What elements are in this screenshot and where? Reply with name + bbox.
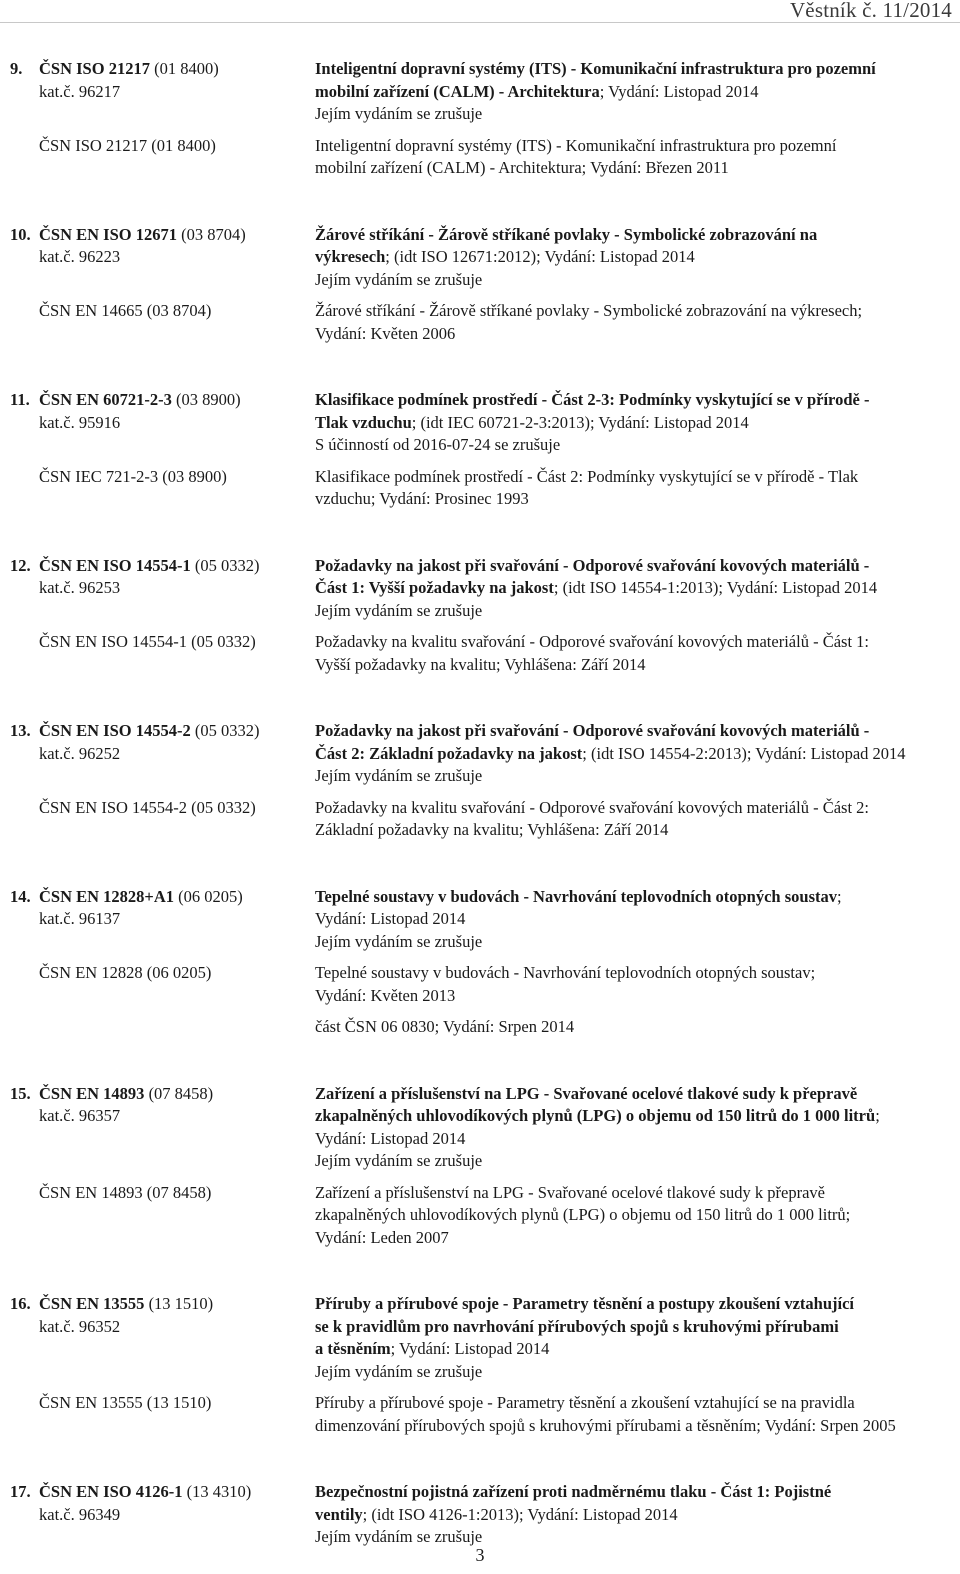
new-title: Část 1: Vyšší požadavky na jakost — [315, 578, 554, 597]
standard-designation: ČSN EN ISO 14554-1 — [39, 555, 191, 575]
new-title: Část 2: Základní požadavky na jakost — [315, 743, 583, 763]
standard-entry — [0, 1083, 960, 1250]
replaced-title-line: Inteligentní dopravní systémy (ITS) - Komunikační infrastruktura pro pozemní — [315, 135, 837, 155]
standard-entry — [0, 555, 960, 677]
replaced-standard-code: ČSN EN ISO 14554-2 (05 0332) — [39, 797, 256, 817]
replacement-note: Jejím vydáním se zrušuje — [315, 600, 483, 620]
standard-code — [0, 389, 315, 412]
replaced-title-line: Zařízení a příslušenství na LPG - Svařované ocelové tlakové sudy k přepravě — [315, 1182, 825, 1202]
standard-designation: ČSN EN ISO 4126-1 — [39, 1482, 183, 1501]
replaced-title-line: vzduchu; Vydání: Prosinec 1993 — [315, 489, 529, 508]
catalog-number: kat.č. 96217 — [39, 81, 121, 101]
replacement-note: Jejím vydáním se zrušuje — [315, 1527, 483, 1546]
entry-number: 10. — [10, 224, 31, 244]
new-title-details: ; (idt ISO 14554-2:2013); Vydání: Listopad 2014 — [582, 743, 906, 763]
replaced-standard-code: ČSN EN 14893 (07 8458) — [39, 1182, 212, 1202]
standard-entry — [0, 389, 960, 511]
standard-code — [0, 720, 315, 743]
classification-code: (03 8900) — [171, 390, 241, 409]
replaced-title-line: Klasifikace podmínek prostředí - Část 2: Podmínky vyskytující se v přírodě - Tlak — [315, 466, 859, 486]
new-title-line — [315, 81, 944, 104]
standard-code — [0, 1293, 315, 1316]
entry-number: 9. — [10, 59, 23, 78]
catalog-number: kat.č. 95916 — [39, 412, 121, 432]
standard-code — [0, 886, 315, 909]
new-title-details: ; (idt IEC 60721-2-3:2013); Vydání: Listopad 2014 — [411, 412, 749, 432]
replaced-title-line: Vyšší požadavky na kvalitu; Vyhlášena: Září 2014 — [315, 654, 646, 674]
new-title-line — [315, 58, 944, 81]
standard-designation: ČSN EN ISO 12671 — [39, 224, 177, 244]
entry-number: 13. — [10, 721, 31, 740]
new-title-line — [315, 743, 944, 766]
catalog-number: kat.č. 96253 — [39, 578, 121, 597]
replaced-title-line: zkapalněných uhlovodíkových plynů (LPG) o objemu od 150 litrů do 1 000 litrů; — [315, 1205, 851, 1224]
catalog-number: kat.č. 96357 — [39, 1106, 121, 1125]
new-title: ventily — [315, 1504, 363, 1524]
standard-entry — [0, 1293, 960, 1437]
standard-code — [0, 58, 315, 81]
standard-designation: ČSN EN ISO 14554-2 — [39, 721, 191, 740]
standard-designation: ČSN EN 13555 — [39, 1294, 145, 1313]
classification-code: (03 8704) — [177, 224, 246, 244]
new-title: Zařízení a příslušenství na LPG - Svařované ocelové tlakové sudy k přepravě — [315, 1083, 858, 1103]
new-title-line — [315, 1316, 944, 1339]
new-title: a těsněním — [315, 1339, 391, 1358]
header-divider — [0, 22, 960, 23]
new-title-line — [315, 886, 944, 909]
new-title: se k pravidlům pro navrhování přírubových spojů s kruhovými přírubami — [315, 1316, 839, 1336]
replaced-title-line: Tepelné soustavy v budovách - Navrhování teplovodních otopných soustav; — [315, 963, 816, 982]
replacement-note: S účinností od 2016-07-24 se zrušuje — [315, 435, 561, 454]
replaced-title-line: Vydání: Květen 2013 — [315, 985, 456, 1005]
standard-code — [0, 555, 315, 578]
replaced-title-line: Požadavky na kvalitu svařování - Odporové svařování kovových materiálů - Část 1: — [315, 632, 869, 651]
new-title-line — [315, 1504, 944, 1527]
catalog-number: kat.č. 96223 — [39, 247, 121, 266]
standard-entry — [0, 58, 960, 180]
classification-code: (13 1510) — [144, 1294, 214, 1313]
replaced-standard-code: ČSN EN 12828 (06 0205) — [39, 963, 212, 982]
classification-code: (05 0332) — [190, 721, 260, 740]
new-title-details: ; — [875, 1106, 880, 1125]
standard-designation: ČSN EN 60721-2-3 — [39, 390, 172, 409]
page-header — [0, 0, 960, 22]
catalog-number: kat.č. 96349 — [39, 1504, 121, 1524]
replaced-title-line: mobilní zařízení (CALM) - Architektura; Vydání: Březen 2011 — [315, 158, 729, 177]
classification-code: (13 4310) — [182, 1482, 252, 1501]
standard-entry — [0, 224, 960, 346]
replacement-note: Jejím vydáním se zrušuje — [315, 104, 483, 123]
new-title-line — [315, 1105, 944, 1128]
entry-number: 16. — [10, 1294, 31, 1313]
new-title: Klasifikace podmínek prostředí - Část 2-3: Podmínky vyskytující se v přírodě - — [315, 390, 870, 409]
replaced-standard-code: ČSN EN ISO 14554-1 (05 0332) — [39, 632, 256, 651]
issue-date: Vydání: Listopad 2014 — [315, 909, 466, 928]
entry-number: 17. — [10, 1482, 31, 1501]
standard-designation: ČSN ISO 21217 — [39, 59, 150, 78]
new-title-details: ; (idt ISO 4126-1:2013); Vydání: Listopad 2014 — [362, 1504, 678, 1524]
replaced-title-line: Požadavky na kvalitu svařování - Odporové svařování kovových materiálů - Část 2: — [315, 797, 869, 817]
replaced-standard-code: ČSN ISO 21217 (01 8400) — [39, 135, 216, 155]
standards-list — [0, 58, 960, 1549]
new-title: Žárové stříkání - Žárově stříkané povlaky - Symbolické zobrazování na — [315, 224, 818, 244]
new-title: Inteligentní dopravní systémy (ITS) - Komunikační infrastruktura pro pozemní — [315, 59, 876, 78]
replaced-standard-code: ČSN EN 13555 (13 1510) — [39, 1393, 212, 1412]
classification-code: (05 0332) — [190, 555, 260, 575]
replacement-note: Jejím vydáním se zrušuje — [315, 931, 483, 951]
replaced-title-line: Vydání: Květen 2006 — [315, 323, 456, 343]
classification-code: (01 8400) — [149, 59, 219, 78]
catalog-number: kat.č. 96252 — [39, 743, 121, 763]
replacement-note: Jejím vydáním se zrušuje — [315, 1151, 483, 1170]
page-number: 3 — [475, 1545, 485, 1565]
classification-code: (07 8458) — [144, 1083, 214, 1103]
replaced-title-line: Příruby a přírubové spoje - Parametry těsnění a zkoušení vztahující se na pravidla — [315, 1393, 855, 1412]
new-title: Bezpečnostní pojistná zařízení proti nadměrnému tlaku - Část 1: Pojistné — [315, 1482, 832, 1501]
classification-code: (06 0205) — [174, 886, 243, 906]
new-title: mobilní zařízení (CALM) - Architektura — [315, 81, 600, 101]
replaced-part-note: část ČSN 06 0830; Vydání: Srpen 2014 — [315, 1017, 575, 1036]
catalog-number: kat.č. 96352 — [39, 1316, 121, 1336]
new-title-details: ; (idt ISO 14554-1:2013); Vydání: Listopad 2014 — [553, 578, 878, 597]
new-title: výkresech — [315, 247, 386, 266]
standard-entry — [0, 1481, 960, 1549]
new-title: Tepelné soustavy v budovách - Navrhování teplovodních otopných soustav — [315, 886, 837, 906]
bulletin-title: Věstník č. 11/2014 — [789, 0, 952, 22]
replaced-title-line: dimenzování přírubových spojů s kruhovými přírubami a těsněním; Vydání: Srpen 2005 — [315, 1415, 896, 1435]
new-title-line — [315, 389, 944, 412]
replaced-standard-code: ČSN IEC 721-2-3 (03 8900) — [39, 466, 227, 486]
new-title: Tlak vzduchu — [315, 412, 412, 432]
replaced-standard-code: ČSN EN 14665 (03 8704) — [39, 301, 212, 320]
standard-designation: ČSN EN 12828+A1 — [39, 886, 174, 906]
standard-entry — [0, 720, 960, 842]
new-title-details: ; Vydání: Listopad 2014 — [599, 81, 759, 101]
entry-number: 14. — [10, 886, 31, 906]
entry-number: 15. — [10, 1083, 31, 1103]
standard-entry — [0, 886, 960, 1039]
new-title: Příruby a přírubové spoje - Parametry těsnění a postupy zkoušení vztahující — [315, 1294, 854, 1313]
entry-number: 11. — [10, 390, 30, 409]
replacement-note: Jejím vydáním se zrušuje — [315, 1361, 483, 1381]
standard-code — [0, 1481, 315, 1504]
replacement-note: Jejím vydáním se zrušuje — [315, 766, 483, 785]
new-title-line — [315, 1481, 944, 1504]
new-title-line — [315, 246, 944, 269]
new-title: Požadavky na jakost při svařování - Odporové svařování kovových materiálů - — [315, 721, 870, 740]
entry-number: 12. — [10, 555, 31, 575]
new-title-line — [315, 720, 944, 743]
new-title-line — [315, 555, 944, 578]
new-title-line — [315, 224, 944, 247]
standard-code — [0, 1083, 315, 1106]
new-title-details: ; Vydání: Listopad 2014 — [390, 1339, 550, 1358]
new-title-details: ; (idt ISO 12671:2012); Vydání: Listopad 2014 — [385, 247, 695, 266]
standard-designation: ČSN EN 14893 — [39, 1083, 145, 1103]
new-title-line — [315, 1338, 944, 1361]
new-title-line — [315, 577, 944, 600]
catalog-number: kat.č. 96137 — [39, 909, 121, 928]
replacement-note: Jejím vydáním se zrušuje — [315, 269, 483, 289]
new-title: zkapalněných uhlovodíkových plynů (LPG) o objemu od 150 litrů do 1 000 litrů — [315, 1106, 876, 1125]
replaced-title-line: Vydání: Leden 2007 — [315, 1227, 449, 1247]
replaced-title-line: Žárové stříkání - Žárově stříkané povlaky - Symbolické zobrazování na výkresech; — [315, 301, 863, 320]
new-title-line — [315, 1293, 944, 1316]
replaced-title-line: Základní požadavky na kvalitu; Vyhlášena: Září 2014 — [315, 820, 669, 839]
standard-code — [0, 224, 315, 247]
new-title-line — [315, 412, 944, 435]
new-title: Požadavky na jakost při svařování - Odporové svařování kovových materiálů - — [315, 555, 870, 575]
new-title-details: ; — [837, 886, 842, 906]
issue-date: Vydání: Listopad 2014 — [315, 1128, 466, 1148]
new-title-line — [315, 1083, 944, 1106]
